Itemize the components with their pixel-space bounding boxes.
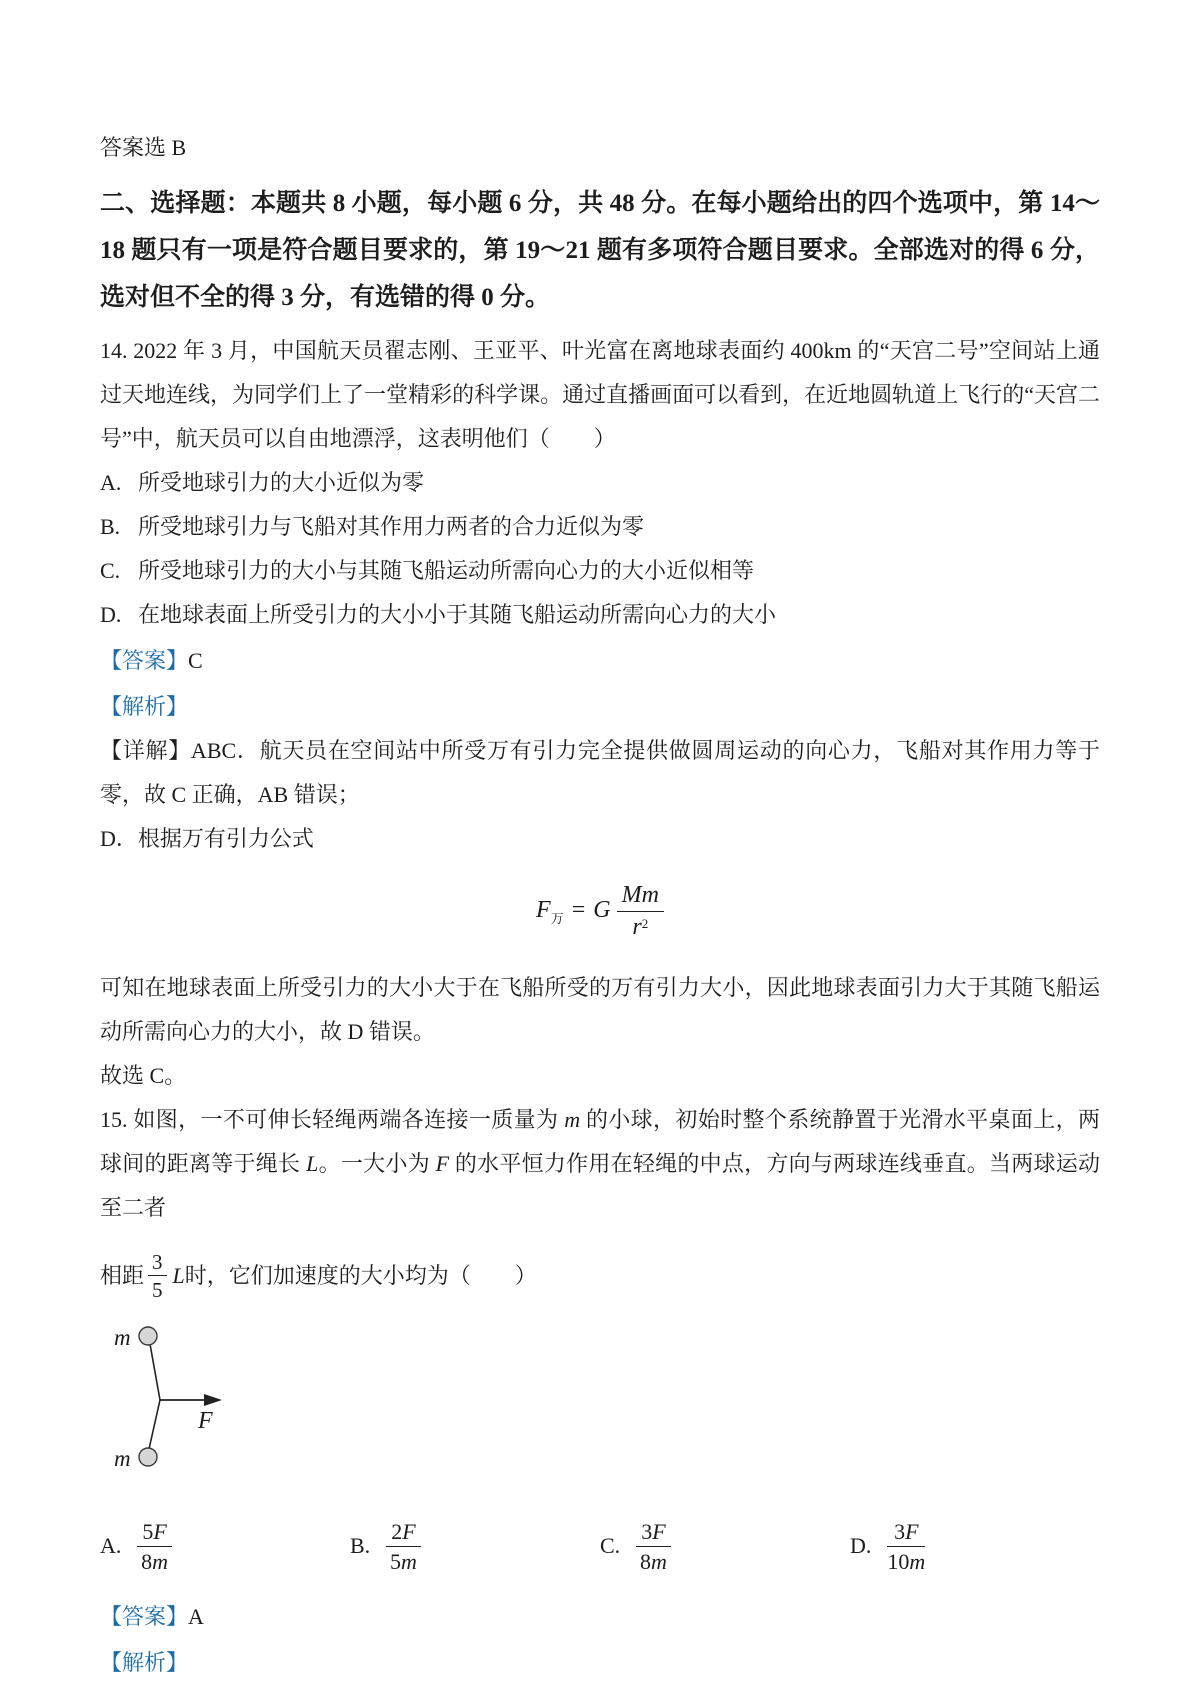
q15-stem-fraction-denominator: 5	[152, 1278, 163, 1303]
q15-figure	[100, 1318, 1100, 1491]
formula-denominator-base: r	[632, 914, 642, 941]
q15-option-a-denominator: 8m	[141, 1548, 169, 1574]
formula-fraction-numerator: Mm	[617, 883, 664, 912]
q14-conclusion: 故选 C。	[100, 1063, 187, 1089]
q14-option-b	[100, 505, 1100, 549]
q14-option-c	[100, 549, 1100, 593]
q14-option-d-label: D.	[100, 602, 122, 627]
q15-analysis-line	[100, 1641, 1100, 1685]
q15-option-a	[100, 1520, 350, 1573]
q15-option-d-label: D.	[850, 1533, 872, 1559]
q15-option-c-label: C.	[600, 1533, 621, 1559]
q15-option-a-numerator: 5F	[137, 1520, 171, 1547]
q15-option-d-denominator: 10m	[887, 1548, 926, 1574]
q15-option-a-label: A.	[100, 1533, 122, 1559]
q15-options-row	[100, 1507, 1100, 1585]
q15-variable-m: m	[564, 1107, 581, 1133]
q15-stem-text-1: 15. 如图，一不可伸长轻绳两端各连接一质量为	[100, 1107, 565, 1133]
formula-lhs-var: F	[536, 897, 551, 924]
two-balls-rope-diagram	[100, 1318, 340, 1486]
formula-fraction	[617, 883, 664, 940]
q15-stem-fraction-line	[100, 1240, 1100, 1312]
previous-answer-line: 答案选 B	[100, 135, 187, 160]
formula-gravitational-constant: G	[593, 897, 611, 924]
q15-option-b-label: B.	[350, 1533, 371, 1559]
q15-stem-text-6: 时，它们加速度的大小均为（ ）	[184, 1263, 537, 1289]
q14-option-a-text: 所受地球引力的大小近似为零	[138, 470, 425, 495]
q15-stem-text-2: 的小球，初始时整个系统静置于光滑水平桌面上，两球间的距离等于绳长	[100, 1107, 1100, 1177]
q14-option-d	[100, 593, 1100, 637]
q14-option-b-text: 所受地球引力与飞船对其作用力两者的合力近似为零	[138, 514, 645, 539]
q14-option-a-label: A.	[100, 470, 122, 495]
q14-answer-value: C	[188, 648, 203, 673]
q14-option-c-label: C.	[100, 558, 121, 583]
q15-option-c-numerator: 3F	[636, 1520, 670, 1547]
q15-variable-L-2: L	[172, 1263, 185, 1289]
q15-stem-text-5: 相距	[100, 1263, 145, 1289]
q14-detail-paragraph: 【详解】ABC．航天员在空间站中所受万有引力完全提供做圆周运动的向心力，飞船对其作用力等于零，故 C 正确，AB 错误；	[100, 738, 1100, 807]
q15-option-c-fraction	[636, 1520, 670, 1573]
q15-option-c-denominator: 8m	[639, 1548, 667, 1574]
q15-option-c	[600, 1520, 850, 1573]
q15-option-b-fraction	[386, 1520, 420, 1573]
bottom-ball-mass-label: m	[114, 1446, 131, 1472]
q14-answer-marker: 【答案】	[100, 648, 189, 673]
q14-d-intro: D．根据万有引力公式	[100, 826, 314, 851]
q15-stem-fraction-numerator: 3	[148, 1251, 167, 1276]
q14-option-b-label: B.	[100, 514, 121, 539]
force-label: F	[198, 1408, 213, 1435]
q15-variable-L: L	[306, 1151, 319, 1177]
q15-option-b-numerator: 2F	[386, 1520, 420, 1547]
q15-stem-text-4: 的水平恒力作用在轻绳的中点，方向与两球连线垂直。当两球运动至二者	[100, 1151, 1100, 1221]
q14-option-a	[100, 461, 1100, 505]
q15-answer-marker: 【答案】	[100, 1604, 189, 1630]
q14-answer-line	[100, 639, 1100, 683]
q14-option-c-text: 所受地球引力的大小与其随飞船运动所需向心力的大小近似相等	[138, 558, 755, 583]
q15-option-b	[350, 1520, 600, 1573]
rope-lower-segment	[149, 1400, 160, 1449]
q15-answer-value: A	[188, 1604, 204, 1630]
formula-equals: =	[571, 897, 586, 924]
bottom-ball	[139, 1448, 157, 1466]
q15-answer-line	[100, 1595, 1100, 1639]
question-15-stem	[100, 1098, 1100, 1230]
top-ball-mass-label: m	[114, 1325, 131, 1351]
q15-option-b-denominator: 5m	[389, 1548, 417, 1574]
section-heading: 二、选择题：本题共 8 小题，每小题 6 分，共 48 分。在每小题给出的四个选项中，第 14～18 题只有一项是符合题目要求的，第 19～21 题有多项符合题目要求。全部选对的得 6 分，选对但不全的得 3 分，有选错的得 0 分。	[100, 190, 1100, 311]
q15-option-d-numerator: 3F	[887, 1520, 925, 1547]
q14-analysis-marker: 【解析】	[100, 694, 189, 719]
formula-fraction-denominator	[617, 912, 664, 940]
question-14-stem: 14. 2022 年 3 月，中国航天员翟志刚、王亚平、叶光富在离地球表面约 400km 的“天宫二号”空间站上通过天地连线，为同学们上了一堂精彩的科学课。通过直播画面可以看到，在近地圆轨道上飞行的“天宫二号”中，航天员可以自由地漂浮，这表明他们（ ）	[100, 338, 1100, 451]
q15-stem-fraction	[148, 1251, 167, 1301]
gravity-formula	[100, 883, 1100, 940]
q15-variable-F: F	[435, 1151, 450, 1177]
q14-analysis-line	[100, 685, 1100, 729]
rope-upper-segment	[150, 1344, 160, 1400]
q15-analysis-marker: 【解析】	[100, 1650, 189, 1676]
q14-option-d-text: 在地球表面上所受引力的大小小于其随飞船运动所需向心力的大小	[138, 602, 777, 627]
q15-stem-text-3: 。一大小为	[318, 1151, 436, 1177]
top-ball	[139, 1327, 157, 1345]
q15-option-d-fraction	[887, 1520, 925, 1573]
q14-after-formula-paragraph: 可知在地球表面上所受引力的大小大于在飞船所受的万有引力大小，因此地球表面引力大于其随飞船运动所需向心力的大小，故 D 错误。	[100, 975, 1100, 1045]
formula-lhs-subscript: 万	[550, 911, 564, 927]
q15-option-a-fraction	[137, 1520, 171, 1573]
formula-denominator-exponent: 2	[641, 916, 649, 932]
q15-option-d	[850, 1520, 1100, 1573]
force-arrow-head	[204, 1394, 222, 1406]
